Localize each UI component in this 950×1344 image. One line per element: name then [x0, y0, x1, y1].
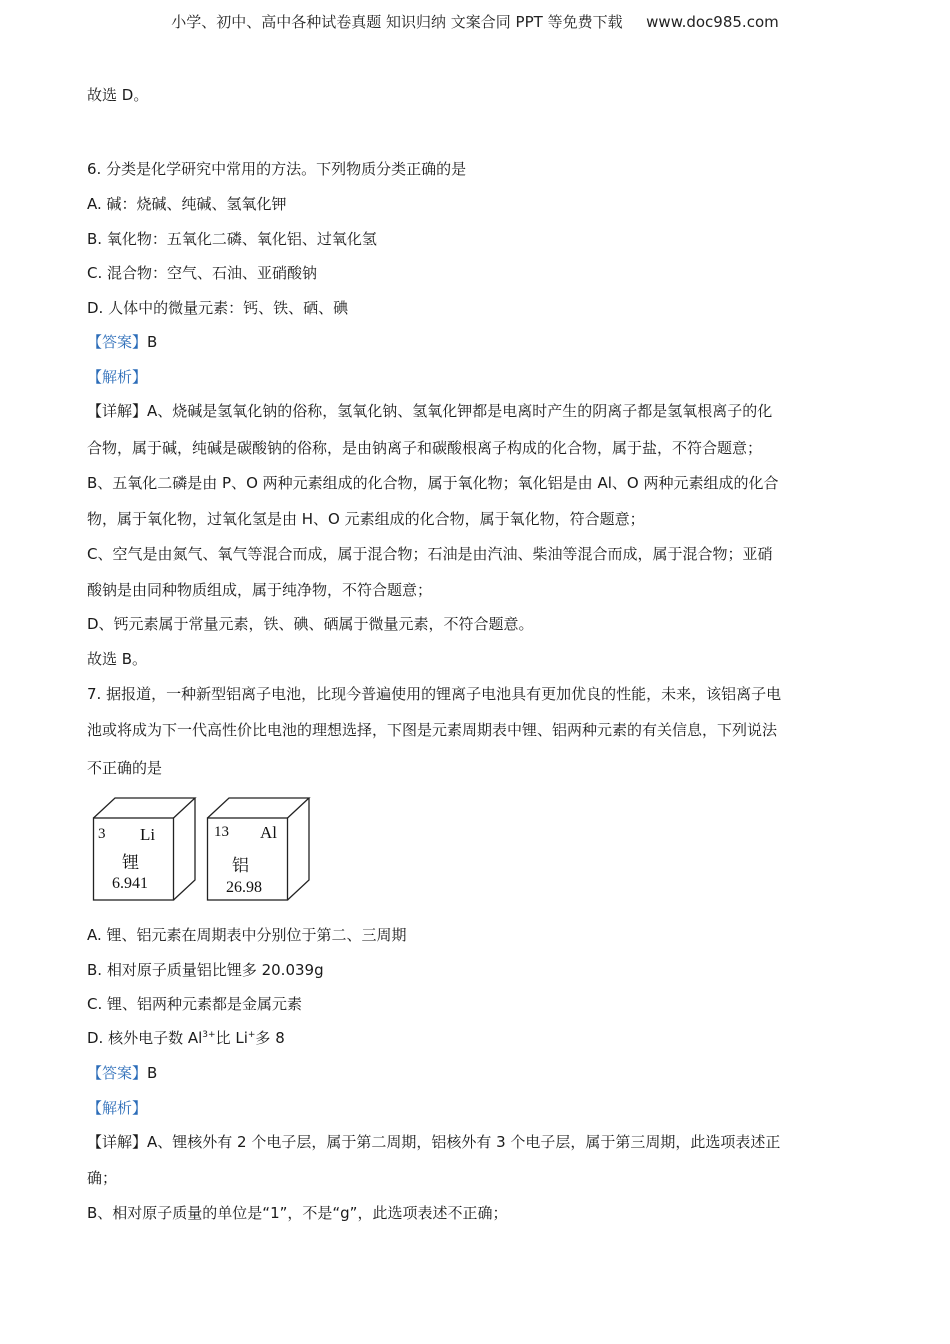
charge-superscript: + — [247, 1030, 256, 1040]
q6-option-d: D. 人体中的微量元素：钙、铁、硒、碘 — [87, 299, 349, 317]
element-symbol: Al — [260, 823, 277, 842]
q6-stem: 6. 分类是化学研究中常用的方法。下列物质分类正确的是 — [87, 160, 467, 178]
q6-analysis-tag: 【解析】 — [87, 368, 148, 386]
q6-explanation-line: 【详解】A、烧碱是氢氧化钠的俗称，氢氧化钠、氢氧化钾都是电离时产生的阴离子都是氢氧根离子的化 — [87, 402, 773, 420]
atomic-mass: 26.98 — [226, 879, 262, 896]
q6-option-c: C. 混合物：空气、石油、亚硝酸钠 — [87, 264, 318, 282]
element-symbol: Li — [140, 825, 156, 844]
q6-explanation-line: 合物，属于碱，纯碱是碳酸钠的俗称，是由钠离子和碳酸根离子构成的化合物，属于盐，不符合题意； — [87, 439, 763, 457]
q7-analysis-tag: 【解析】 — [87, 1099, 148, 1117]
q7-option-b: B. 相对原子质量铝比锂多 20.039g — [87, 961, 324, 979]
q7-stem-line: 7. 据报道，一种新型铝离子电池，比现今普遍使用的锂离子电池具有更加优良的性能，未来，该铝离子电 — [87, 685, 782, 703]
q6-explanation-line: C、空气是由氮气、氧气等混合而成，属于混合物；石油是由汽油、柴油等混合而成，属于混合物；亚硝 — [87, 545, 773, 563]
q6-conclusion: 故选 B。 — [87, 650, 148, 668]
atomic-number: 13 — [214, 824, 229, 840]
element-name: 铝 — [232, 856, 249, 876]
prev-conclusion: 故选 D。 — [87, 86, 149, 104]
element-card-lithium — [92, 796, 198, 902]
q7-explanation-line: 【详解】A、锂核外有 2 个电子层，属于第二周期，铝核外有 3 个电子层，属于第三周期，此选项表述正 — [87, 1133, 781, 1151]
answer-tag: 【答案】 — [87, 1064, 148, 1082]
q7-explanation-line: 确； — [87, 1169, 118, 1187]
answer-value: B — [147, 333, 158, 351]
q7-option-d — [87, 1027, 285, 1048]
q7-answer — [87, 1062, 157, 1083]
q6-explanation-line: B、五氧化二磷是由 P、O 两种元素组成的化合物，属于氧化物；氧化铝是由 Al、O 两种元素组成的化合 — [87, 474, 779, 492]
option-d-text: 比 Li — [215, 1029, 248, 1047]
option-d-text: D. 核外电子数 Al — [87, 1029, 203, 1047]
option-d-text: 多 8 — [255, 1029, 285, 1047]
header-url[interactable]: www.doc985.com — [646, 13, 779, 31]
q7-explanation-line: B、相对原子质量的单位是“1”，不是“g”，此选项表述不正确； — [87, 1204, 508, 1222]
q6-option-a: A. 碱：烧碱、纯碱、氢氧化钾 — [87, 195, 287, 213]
charge-superscript: 3+ — [202, 1030, 216, 1040]
element-card-aluminum — [206, 796, 312, 902]
answer-value: B — [147, 1064, 158, 1082]
q7-stem-line: 不正确的是 — [87, 759, 163, 777]
atomic-mass: 6.941 — [112, 875, 148, 892]
periodic-table-figure — [92, 796, 314, 902]
atomic-number: 3 — [98, 826, 106, 842]
q6-explanation-line: D、钙元素属于常量元素，铁、碘、硒属于微量元素，不符合题意。 — [87, 615, 534, 633]
q7-stem-line: 池或将成为下一代高性价比电池的理想选择，下图是元素周期表中锂、铝两种元素的有关信息，下列说法 — [87, 721, 778, 739]
q6-explanation-line: 物，属于氧化物，过氧化氢是由 H、O 元素组成的化合物，属于氧化物，符合题意； — [87, 510, 645, 528]
q7-option-a: A. 锂、铝元素在周期表中分别位于第二、三周期 — [87, 926, 407, 944]
q6-answer — [87, 331, 157, 352]
element-name: 锂 — [122, 853, 139, 873]
q6-explanation-line: 酸钠是由同种物质组成，属于纯净物，不符合题意； — [87, 581, 433, 599]
page-header — [0, 11, 950, 32]
header-text: 小学、初中、高中各种试卷真题 知识归纳 文案合同 PPT 等免费下载 — [171, 13, 623, 31]
q7-option-c: C. 锂、铝两种元素都是金属元素 — [87, 995, 303, 1013]
answer-tag: 【答案】 — [87, 333, 148, 351]
q6-option-b: B. 氧化物：五氧化二磷、氧化铝、过氧化氢 — [87, 230, 377, 248]
